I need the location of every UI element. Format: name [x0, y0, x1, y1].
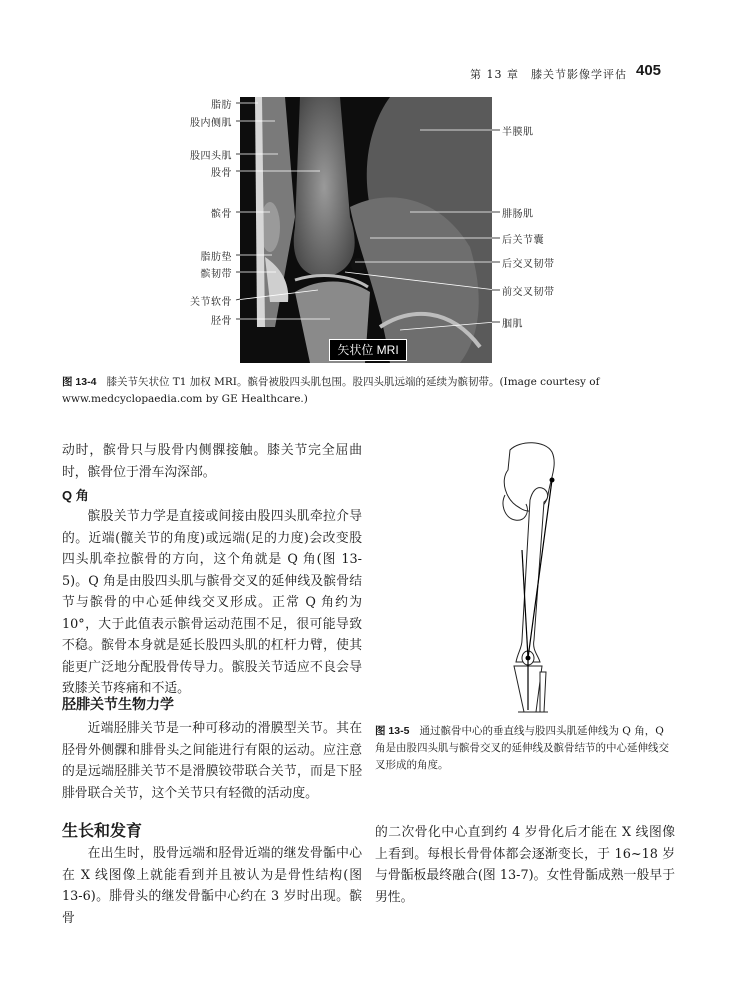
label-gastrocnemius: 腓肠肌 — [502, 209, 534, 220]
caption-label: 图 13-5 — [375, 725, 410, 737]
heading-q-angle: Q 角 — [62, 488, 89, 503]
caption-label: 图 13-4 — [62, 376, 97, 388]
paragraph-growth: 在出生时，股骨远端和胫骨近端的继发骨骺中心在 X 线图像上就能看到并且被认为是骨性结构(图 13-6)。腓骨头的继发骨骺中心约在 3 岁时出现。髌骨 — [62, 846, 362, 926]
figure-13-4-caption — [62, 374, 672, 408]
label-pcl: 后交叉韧带 — [502, 259, 555, 270]
paragraph-tibiofibular: 近端胫腓关节是一种可移动的滑膜型关节。其在胫骨外侧髁和腓骨头之间能进行有限的运动。应注意的是远端胫腓关节不是滑膜铰带联合关节，而是下胫腓骨联合关节，这个关节只有轻微的活动度。 — [62, 721, 362, 801]
caption-text: 膝关节矢状位 T1 加权 MRI。髌骨被股四头肌包围。股四头肌远端的延续为髌韧带。(Image courtesy of www.medcyclopaedia.com by GE Healthcare.) — [62, 376, 600, 405]
label-tibia: 胫骨 — [211, 316, 232, 327]
page-number: 405 — [636, 62, 662, 79]
label-femur: 股骨 — [211, 168, 232, 179]
label-fat-pad: 脂肪垫 — [200, 252, 232, 263]
label-acl: 前交叉韧带 — [502, 287, 555, 298]
label-quadriceps: 股四头肌 — [190, 151, 232, 162]
paragraph-growth-continued: 的二次骨化中心直到约 4 岁骨化后才能在 X 线图像上看到。每根长骨骨体都会逐渐变长，于 16~18 岁与骨骺板最终融合(图 13-7)。女性骨骺成熟一般早于男性。 — [375, 825, 675, 905]
q-angle-skeleton-figure — [490, 440, 580, 715]
heading-growth: 生长和发育 — [62, 823, 143, 840]
label-patellar-ligament: 髌韧带 — [200, 269, 232, 280]
mri-view-tag: 矢状位 MRI — [329, 339, 407, 361]
paragraph-q-angle: 髌股关节力学是直接或间接由股四头肌牵拉介导的。近端(髋关节的角度)或远端(足的力度)会改变股四头肌牵拉髌骨的方向，这个角就是 Q 角(图 13-5)。Q 角是由股四头肌与髌骨交叉的延伸线及髌骨结节与髌骨的中心延伸线交叉形成。正常 Q 角约为 10°，大于此值表示髌骨运动范围不足，很可能导致不稳。髌骨本身就是延长股四头肌的杠杆力臂，使其能更广泛地分配股骨传导力。髌股关节适应不良会导致膝关节疼痛和不适。 — [62, 509, 362, 696]
paragraph-continuation: 动时，髌骨只与股骨内侧髁接触。膝关节完全屈曲时，髌骨位于滑车沟深部。 — [62, 443, 362, 480]
label-articular-cartilage: 关节软骨 — [190, 297, 232, 308]
running-header: 第 13 章 膝关节影像学评估 — [470, 68, 627, 81]
caption-text: 通过髌骨中心的垂直线与股四头肌延伸线为 Q 角，Q 角是由股四头肌与髌骨交叉的延伸线及髌骨结节的中心延伸线交叉形成的角度。 — [375, 725, 669, 771]
label-posterior-capsule: 后关节囊 — [502, 235, 544, 246]
label-patella: 髌骨 — [211, 209, 232, 220]
label-fat: 脂肪 — [211, 100, 232, 111]
label-vastus-medialis: 股内侧肌 — [190, 118, 232, 129]
figure-13-5-caption — [375, 723, 670, 774]
label-popliteus: 腘肌 — [502, 319, 523, 330]
heading-tibiofibular: 胫腓关节生物力学 — [62, 696, 174, 712]
label-semimembranosus: 半膜肌 — [502, 127, 534, 138]
